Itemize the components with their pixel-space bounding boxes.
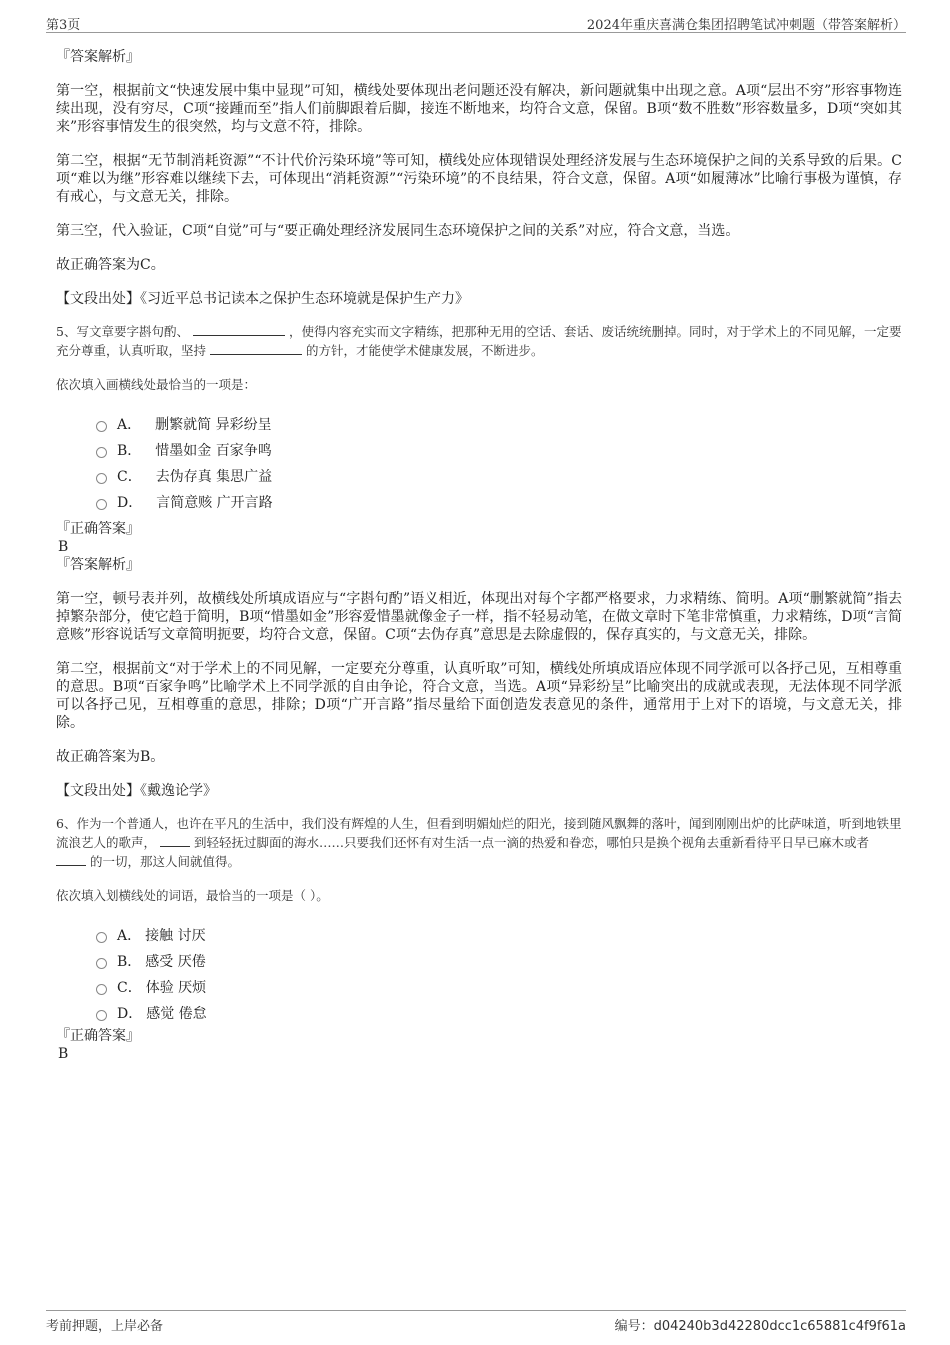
footer-slogan: 考前押题，上岸必备 — [46, 1319, 164, 1334]
q5-option-c[interactable] — [96, 464, 902, 490]
option-letter: A． — [117, 928, 142, 944]
q5-answer: B — [58, 539, 69, 555]
q6-option-c[interactable] — [96, 975, 902, 1001]
q5-option-d[interactable] — [96, 490, 902, 516]
radio-icon[interactable] — [96, 473, 107, 484]
q6-option-d[interactable] — [96, 1001, 902, 1027]
document-title: 2024年重庆喜满仓集团招聘笔试冲刺题（带答案解析） — [586, 18, 906, 33]
page-header — [46, 12, 906, 33]
q6-stem-part1: 6、作为一个普通人，也许在平凡的生活中，我们没有辉煌的人生，但看到明媚灿烂的阳光，接到随风飘舞的落叶，闻到刚刚出炉的比萨味道，听到地铁里流浪艺人的歌声， — [56, 816, 902, 850]
q4-analysis-para3: 第三空，代入验证，C项“自觉”可与“要正确处理经济发展同生态环境保护之间的关系”对应，符合文意，当选。 — [56, 223, 740, 239]
option-letter: C． — [117, 980, 142, 996]
q5-blank-2 — [210, 341, 302, 355]
q6-stem-part3: 的一切，那这人间就值得。 — [89, 854, 240, 869]
q5-stem — [56, 322, 902, 360]
q6-options — [96, 923, 902, 1027]
q5-answer-label: 『正确答案』 — [56, 521, 140, 537]
page-number: 第3页 — [46, 18, 81, 33]
q4-source: 【文段出处】《习近平总书记读本之保护生态环境就是保护生产力》 — [56, 291, 469, 307]
option-text: 感受 厌倦 — [145, 954, 206, 970]
radio-icon[interactable] — [96, 499, 107, 510]
option-text: 言简意赅 广开言路 — [156, 495, 273, 511]
radio-icon[interactable] — [96, 447, 107, 458]
radio-icon[interactable] — [96, 958, 107, 969]
option-text: 惜墨如金 百家争鸣 — [155, 443, 272, 459]
q6-stem — [56, 814, 902, 871]
page-content — [56, 44, 902, 1063]
radio-icon[interactable] — [96, 932, 107, 943]
option-text: 感觉 倦怠 — [146, 1006, 207, 1022]
q6-answer-label: 『正确答案』 — [56, 1028, 140, 1044]
option-letter: D． — [117, 495, 143, 511]
radio-icon[interactable] — [96, 1010, 107, 1021]
page-footer — [46, 1310, 906, 1333]
q5-option-a[interactable] — [96, 412, 902, 438]
q4-analysis-para1: 第一空，根据前文“快速发展中集中显现”可知，横线处要体现出老问题还没有解决，新问题就集中出现之意。A项“层出不穷”形容事物连续出现，没有穷尽，C项“接踵而至”指人们前脚跟着后脚，接连不断地来，均符合文意，保留。B项“数不胜数”形容数量多，D项“突如其来”形容事情发生的很突然，均与文意不符，排除。 — [56, 83, 902, 135]
q5-stem-part2: ，使得内容充实而文字精练，把那种无用的空话、套话、废话统统删掉。同时，对于学术上的不同见解，一定要充分尊重，认真听取，坚持 — [56, 324, 902, 358]
q5-blank-1 — [193, 322, 285, 336]
option-letter: B． — [117, 443, 142, 459]
option-text: 去伪存真 集思广益 — [155, 469, 273, 485]
q5-stem-part1: 5、写文章要字斟句酌、 — [56, 324, 189, 339]
radio-icon[interactable] — [96, 984, 107, 995]
q6-blank-2 — [56, 852, 86, 866]
option-letter: B． — [117, 954, 142, 970]
q5-options — [96, 412, 902, 516]
code-label: 编号： — [614, 1319, 654, 1334]
q6-stem-part2: 到轻轻抚过脚面的海水……只要我们还怀有对生活一点一滴的热爱和眷恋，哪怕只是换个视角去重新看待平日早已麻木或者 — [193, 835, 869, 850]
option-letter: A． — [117, 417, 142, 433]
q6-prompt: 依次填入划横线处的词语，最恰当的一项是（ ）。 — [56, 888, 329, 903]
q5-analysis-para1: 第一空，顿号表并列，故横线处所填成语应与“字斟句酌”语义相近，体现出对每个字都严格要求，力求精练、简明。A项“删繁就简”指去掉繁杂部分，使它趋于简明，B项“惜墨如金”形容爱惜墨就像金子一样，指不轻易动笔，在做文章时下笔非常慎重，力求精练，D项“言简意赅”形容说话写文章简明扼要，均符合文意，保留。C项“去伪存真”意思是去除虚假的，保存真实的，与文意无关，排除。 — [56, 591, 902, 643]
code-value: d04240b3d42280dcc1c65881c4f9f61a — [653, 1319, 906, 1334]
q4-conclusion: 故正确答案为C。 — [56, 257, 165, 273]
option-text: 体验 厌烦 — [145, 980, 207, 996]
q5-stem-part3: 的方针，才能使学术健康发展，不断进步。 — [305, 343, 544, 358]
q5-source: 【文段出处】《戴逸论学》 — [56, 783, 217, 799]
q5-analysis-label: 『答案解析』 — [56, 557, 140, 573]
q6-blank-1 — [160, 833, 190, 847]
q6-option-a[interactable] — [96, 923, 902, 949]
q5-option-b[interactable] — [96, 438, 902, 464]
q4-analysis-para2: 第二空，根据“无节制消耗资源”“不计代价污染环境”等可知，横线处应体现错误处理经济发展与生态环境保护之间的关系导致的后果。C项“难以为继”形容难以继续下去，可体现出“消耗资源”“污染环境”的不良结果，符合文意，保留。A项“如履薄冰”比喻行事极为谨慎，存有戒心，与文意无关，排除。 — [56, 153, 902, 205]
option-text: 删繁就简 异彩纷呈 — [155, 417, 272, 433]
q5-conclusion: 故正确答案为B。 — [56, 749, 165, 765]
option-letter: D． — [117, 1006, 143, 1022]
document-code — [615, 1315, 906, 1334]
q6-answer: B — [58, 1046, 69, 1062]
radio-icon[interactable] — [96, 421, 107, 432]
q6-option-b[interactable] — [96, 949, 902, 975]
q5-analysis-para2: 第二空，根据前文“对于学术上的不同见解，一定要充分尊重，认真听取”可知，横线处所填成语应体现不同学派可以各抒己见，互相尊重的意思。B项“百家争鸣”比喻学术上不同学派的自由争论，符合文意，当选。A项“异彩纷呈”比喻突出的成就或表现，无法体现不同学派可以各抒己见，互相尊重的意思，排除；D项“广开言路”指尽量给下面创造发表意见的条件，通常用于上对下的语境，与文意无关，排除。 — [56, 661, 902, 731]
option-letter: C． — [117, 469, 142, 485]
q4-analysis-label: 『答案解析』 — [56, 49, 140, 65]
q5-prompt: 依次填入画横线处最恰当的一项是： — [56, 377, 257, 392]
option-text: 接触 讨厌 — [145, 928, 206, 944]
